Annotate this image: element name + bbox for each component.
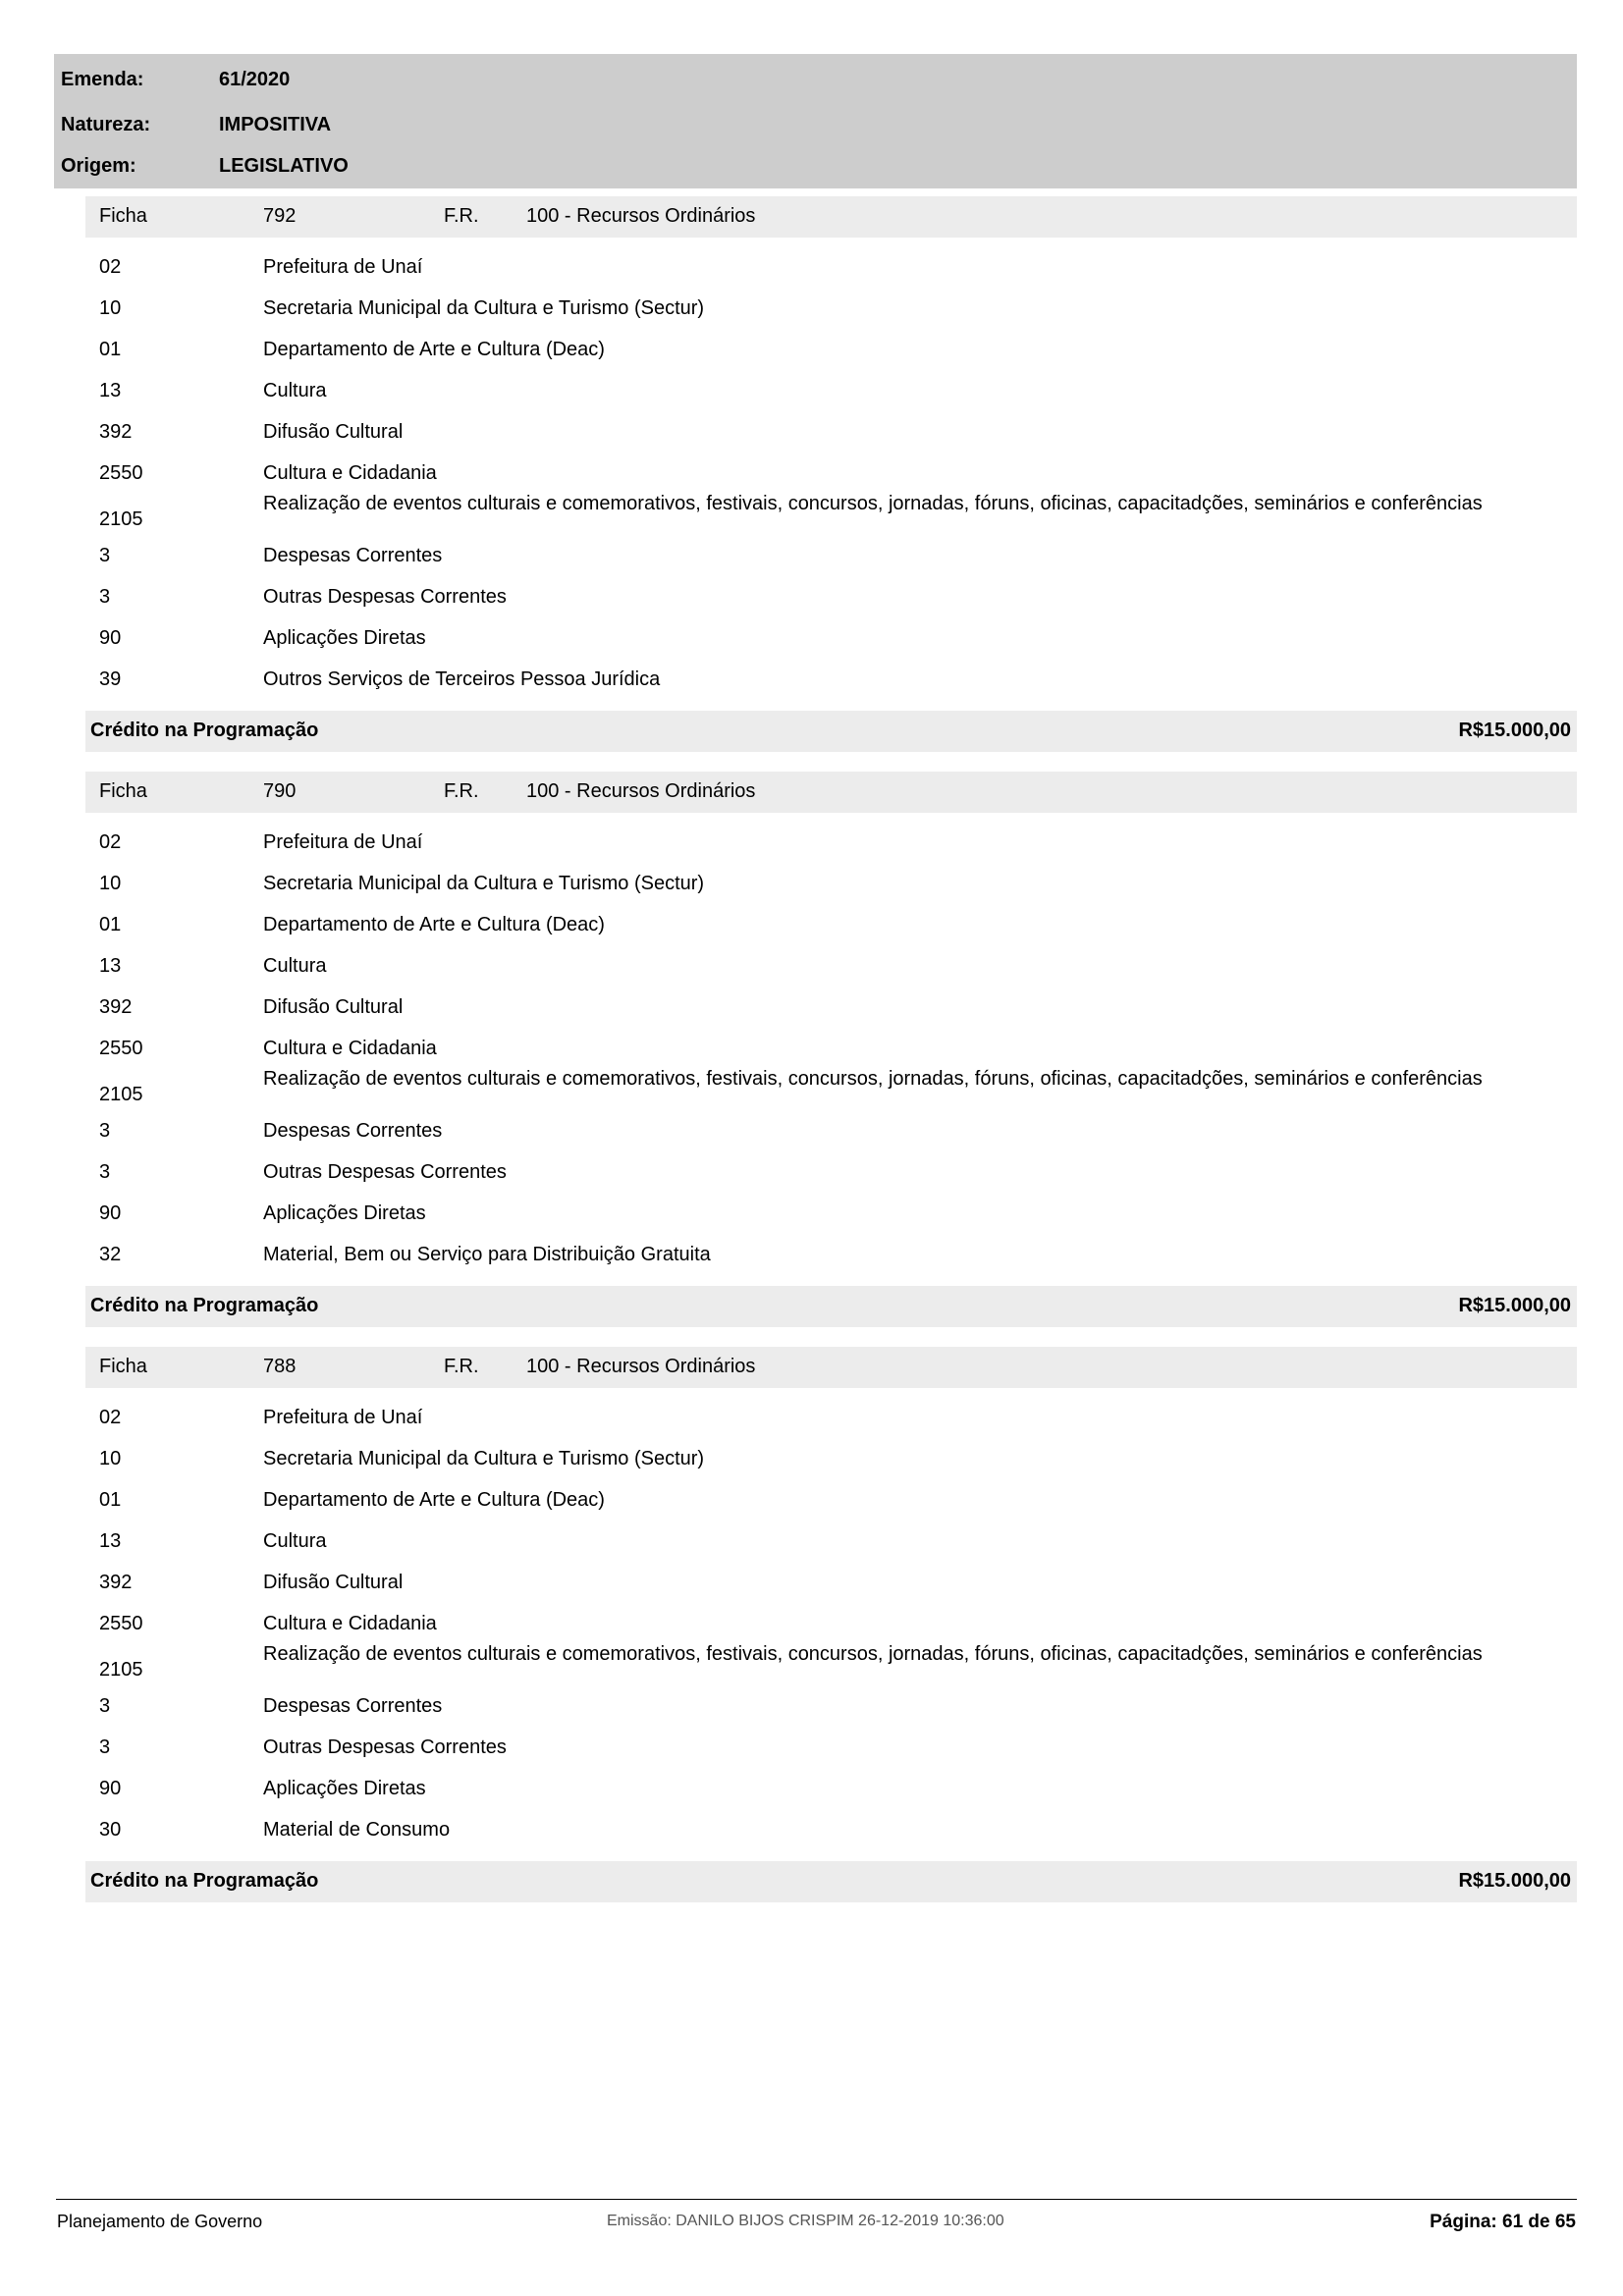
classification-row — [85, 946, 1577, 988]
classification-description: Cultura e Cidadania — [263, 1613, 437, 1634]
classification-description: Despesas Correntes — [263, 545, 443, 566]
ficha-number: 790 — [263, 780, 297, 802]
classification-row — [85, 1439, 1577, 1480]
credit-amount: R$15.000,00 — [1458, 1870, 1571, 1892]
natureza-value: IMPOSITIVA — [219, 114, 332, 135]
classification-code: 2105 — [99, 508, 143, 530]
ficha-header — [85, 196, 1577, 238]
classification-code: 2105 — [99, 1084, 143, 1105]
credit-total-row — [85, 1861, 1577, 1902]
credit-label: Crédito na Programação — [90, 720, 319, 741]
classification-row — [85, 1686, 1577, 1728]
ficha-section — [85, 196, 1577, 752]
classification-row — [85, 1810, 1577, 1851]
classification-row — [85, 1645, 1577, 1686]
classification-description: Cultura — [263, 955, 327, 977]
classification-row — [85, 1563, 1577, 1604]
classification-description: Outros Serviços de Terceiros Pessoa Jurídica — [263, 668, 661, 690]
classification-row — [85, 1769, 1577, 1810]
classification-description: Difusão Cultural — [263, 996, 404, 1018]
classification-description: Aplicações Diretas — [263, 1202, 426, 1224]
classification-code: 2550 — [99, 1613, 143, 1634]
ficha-label: Ficha — [99, 780, 147, 802]
classification-row — [85, 1029, 1577, 1070]
natureza-label: Natureza: — [61, 114, 151, 135]
classification-code: 392 — [99, 1572, 133, 1593]
classification-row — [85, 660, 1577, 701]
ficha-label: Ficha — [99, 1356, 147, 1377]
classification-description: Cultura — [263, 380, 327, 401]
classification-description: Realização de eventos culturais e comemorativos, festivais, concursos, jornadas, fóruns, oficinas, capacitadções, seminários e conferências — [263, 1068, 1483, 1090]
classification-code: 3 — [99, 1161, 111, 1183]
classification-description: Departamento de Arte e Cultura (Deac) — [263, 1489, 605, 1511]
classification-description: Cultura e Cidadania — [263, 1038, 437, 1059]
credit-amount: R$15.000,00 — [1458, 1295, 1571, 1316]
classification-row — [85, 412, 1577, 454]
classification-list — [85, 1398, 1577, 1851]
classification-code: 3 — [99, 1736, 111, 1758]
classification-description: Material, Bem ou Serviço para Distribuição Gratuita — [263, 1244, 711, 1265]
footer-page-number: Página: 61 de 65 — [1430, 2212, 1576, 2232]
classification-description: Prefeitura de Unaí — [263, 1407, 423, 1428]
classification-description: Outras Despesas Correntes — [263, 1736, 507, 1758]
classification-code: 01 — [99, 339, 122, 360]
classification-row — [85, 618, 1577, 660]
classification-row — [85, 1235, 1577, 1276]
classification-description: Outras Despesas Correntes — [263, 586, 507, 608]
classification-row — [85, 536, 1577, 577]
classification-code: 3 — [99, 586, 111, 608]
footer-department: Planejamento de Governo — [57, 2212, 263, 2231]
origem-row — [54, 155, 1577, 194]
classification-description: Departamento de Arte e Cultura (Deac) — [263, 339, 605, 360]
classification-row — [85, 247, 1577, 289]
classification-description: Despesas Correntes — [263, 1695, 443, 1717]
classification-code: 30 — [99, 1819, 122, 1841]
classification-row — [85, 1480, 1577, 1522]
ficha-section — [85, 772, 1577, 1327]
classification-description: Difusão Cultural — [263, 421, 404, 443]
classification-code: 02 — [99, 831, 122, 853]
classification-code: 3 — [99, 545, 111, 566]
classification-row — [85, 1194, 1577, 1235]
natureza-row — [54, 114, 1577, 153]
ficha-header — [85, 772, 1577, 813]
amendment-header — [54, 54, 1577, 188]
classification-code: 01 — [99, 914, 122, 935]
classification-description: Difusão Cultural — [263, 1572, 404, 1593]
ficha-number: 788 — [263, 1356, 297, 1377]
fr-label: F.R. — [444, 780, 479, 802]
classification-row — [85, 454, 1577, 495]
classification-code: 3 — [99, 1120, 111, 1142]
origem-label: Origem: — [61, 155, 136, 177]
classification-code: 39 — [99, 668, 122, 690]
classification-row — [85, 495, 1577, 536]
classification-code: 10 — [99, 297, 122, 319]
classification-code: 32 — [99, 1244, 122, 1265]
fr-value: 100 - Recursos Ordinários — [526, 780, 756, 802]
credit-total-row — [85, 711, 1577, 752]
classification-description: Cultura — [263, 1530, 327, 1552]
classification-code: 02 — [99, 1407, 122, 1428]
classification-code: 02 — [99, 256, 122, 278]
classification-code: 90 — [99, 1202, 122, 1224]
classification-list — [85, 823, 1577, 1276]
emenda-row — [54, 69, 1577, 108]
classification-code: 10 — [99, 873, 122, 894]
classification-row — [85, 371, 1577, 412]
classification-description: Material de Consumo — [263, 1819, 451, 1841]
classification-code: 2105 — [99, 1659, 143, 1681]
fr-label: F.R. — [444, 1356, 479, 1377]
classification-code: 90 — [99, 1778, 122, 1799]
credit-label: Crédito na Programação — [90, 1870, 319, 1892]
classification-description: Cultura e Cidadania — [263, 462, 437, 484]
classification-code: 392 — [99, 996, 133, 1018]
fr-value: 100 - Recursos Ordinários — [526, 1356, 756, 1377]
classification-row — [85, 1522, 1577, 1563]
classification-code: 392 — [99, 421, 133, 443]
classification-code: 3 — [99, 1695, 111, 1717]
ficha-section — [85, 1347, 1577, 1902]
ficha-label: Ficha — [99, 205, 147, 227]
classification-row — [85, 1152, 1577, 1194]
classification-code: 13 — [99, 1530, 122, 1552]
emenda-label: Emenda: — [61, 69, 144, 90]
classification-row — [85, 289, 1577, 330]
classification-list — [85, 247, 1577, 701]
classification-row — [85, 330, 1577, 371]
classification-description: Prefeitura de Unaí — [263, 256, 423, 278]
classification-row — [85, 1398, 1577, 1439]
classification-row — [85, 577, 1577, 618]
credit-label: Crédito na Programação — [90, 1295, 319, 1316]
fr-value: 100 - Recursos Ordinários — [526, 205, 756, 227]
classification-row — [85, 1111, 1577, 1152]
fr-label: F.R. — [444, 205, 479, 227]
classification-row — [85, 864, 1577, 905]
classification-description: Departamento de Arte e Cultura (Deac) — [263, 914, 605, 935]
credit-total-row — [85, 1286, 1577, 1327]
classification-code: 13 — [99, 380, 122, 401]
classification-row — [85, 1070, 1577, 1111]
classification-code: 2550 — [99, 462, 143, 484]
classification-description: Secretaria Municipal da Cultura e Turismo (Sectur) — [263, 873, 705, 894]
classification-row — [85, 1604, 1577, 1645]
footer-emission: Emissão: DANILO BIJOS CRISPIM 26-12-2019 10:36:00 — [607, 2213, 1004, 2229]
classification-row — [85, 1728, 1577, 1769]
classification-code: 2550 — [99, 1038, 143, 1059]
classification-code: 10 — [99, 1448, 122, 1469]
classification-description: Outras Despesas Correntes — [263, 1161, 507, 1183]
classification-code: 13 — [99, 955, 122, 977]
classification-code: 01 — [99, 1489, 122, 1511]
classification-description: Secretaria Municipal da Cultura e Turismo (Sectur) — [263, 297, 705, 319]
classification-description: Secretaria Municipal da Cultura e Turismo (Sectur) — [263, 1448, 705, 1469]
classification-row — [85, 988, 1577, 1029]
classification-description: Realização de eventos culturais e comemorativos, festivais, concursos, jornadas, fóruns, oficinas, capacitadções, seminários e conferências — [263, 1643, 1483, 1665]
classification-row — [85, 905, 1577, 946]
classification-description: Prefeitura de Unaí — [263, 831, 423, 853]
classification-code: 90 — [99, 627, 122, 649]
origem-value: LEGISLATIVO — [219, 155, 349, 177]
classification-description: Realização de eventos culturais e comemorativos, festivais, concursos, jornadas, fóruns, oficinas, capacitadções, seminários e conferências — [263, 493, 1483, 514]
ficha-number: 792 — [263, 205, 297, 227]
footer-divider — [56, 2199, 1577, 2200]
ficha-header — [85, 1347, 1577, 1388]
emenda-value: 61/2020 — [219, 69, 291, 90]
classification-description: Aplicações Diretas — [263, 627, 426, 649]
credit-amount: R$15.000,00 — [1458, 720, 1571, 741]
classification-description: Despesas Correntes — [263, 1120, 443, 1142]
classification-row — [85, 823, 1577, 864]
classification-description: Aplicações Diretas — [263, 1778, 426, 1799]
